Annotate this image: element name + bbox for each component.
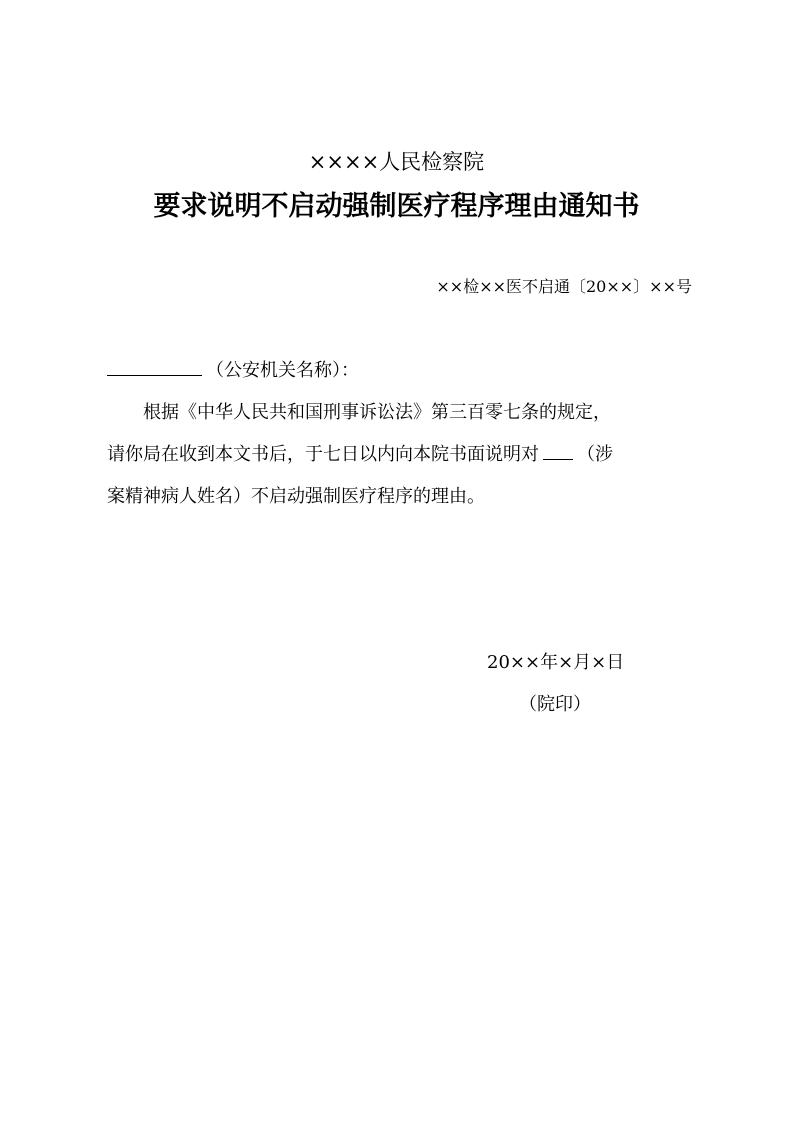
- body-line-2-text: 请你局在收到本文书后，于七日以内向本院书面说明对: [107, 444, 539, 465]
- addressee-blank: [107, 359, 202, 376]
- body-line-2-tail: （涉: [577, 444, 613, 465]
- addressee-label: （公安机关名称）：: [206, 360, 359, 381]
- body-line-1: 根据《中华人民共和国刑事诉讼法》第三百零七条的规定，: [143, 402, 611, 423]
- patient-name-blank: [543, 445, 573, 460]
- body-line-3: 案精神病人姓名）不启动强制医疗程序的理由。: [107, 486, 485, 507]
- body-line-2: [107, 440, 697, 466]
- organization-name: ××××人民检察院: [308, 150, 485, 174]
- issue-date: 20××年×月×日: [487, 652, 625, 673]
- document-number: ××检××医不启通〔20××〕××号: [436, 277, 692, 296]
- document-title: 要求说明不启动强制医疗程序理由通知书: [153, 191, 640, 222]
- addressee-line: [107, 356, 359, 382]
- seal-placeholder: （院印）: [519, 694, 591, 715]
